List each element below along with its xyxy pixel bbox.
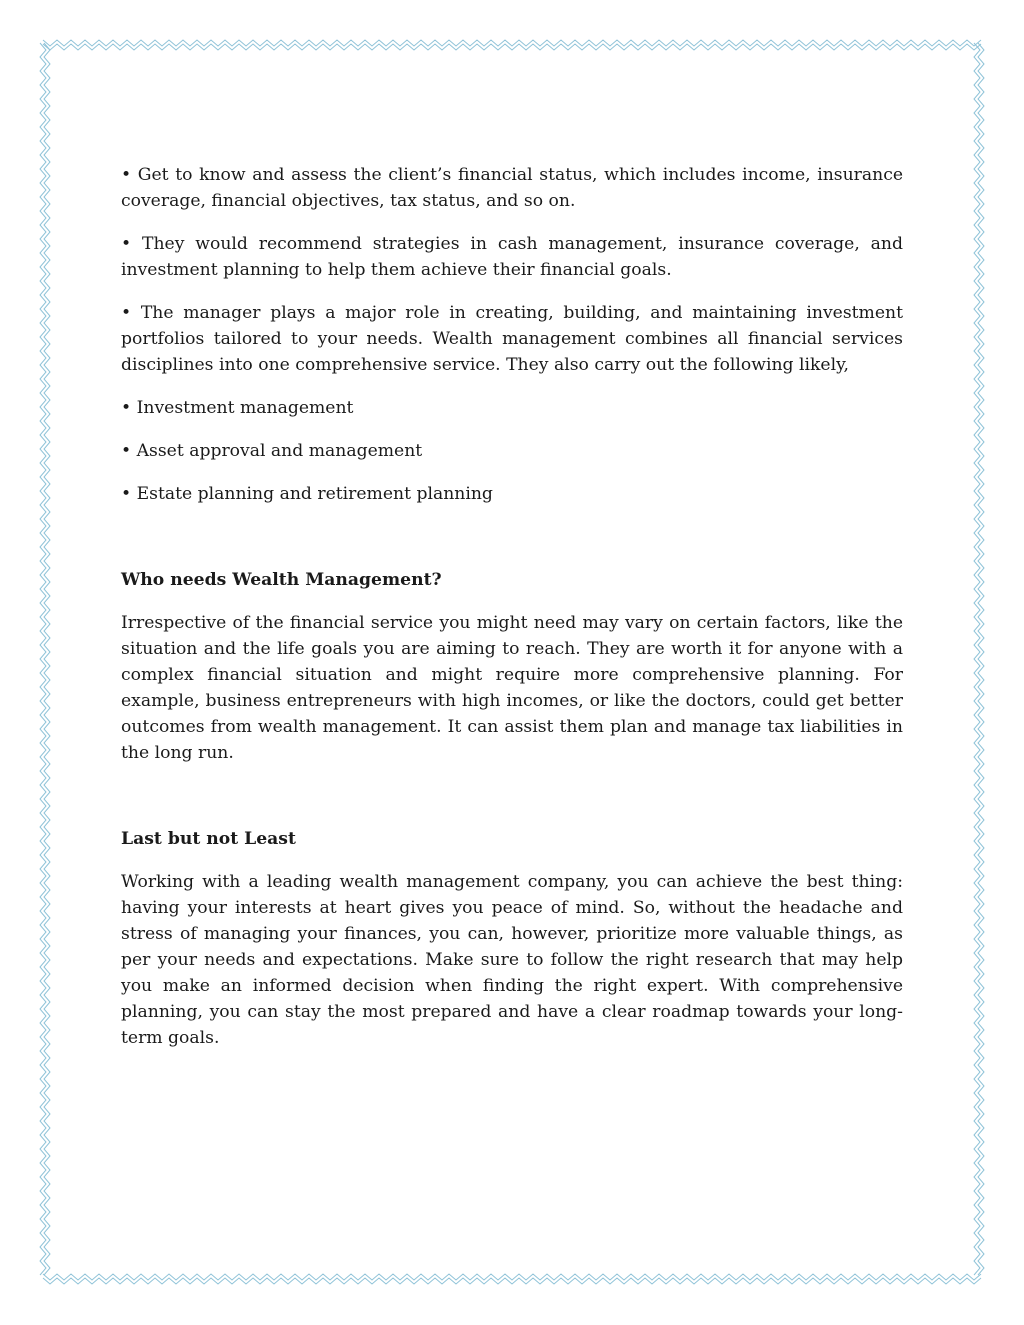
bullet-asset-approval: • Asset approval and management — [121, 441, 423, 461]
border-top-inner — [43, 44, 981, 50]
border-bottom — [43, 1278, 981, 1284]
border-right-inner — [974, 43, 980, 1275]
bullet-recommend-strategies: • They would recommend strategies in cash management, insurance coverage, and investment planning to help them achieve their financial goals. — [121, 234, 903, 280]
paragraph-last-but-not-least: Working with a leading wealth management company, you can achieve the best thing: having your interests at heart gives you peace of mind. So, without the headache and stress of managing your finances, you can, however, prioritize more valuable things, as per your needs and expectations. Make sure to follow the right research that may help you make an informed decision when finding the right expert. With comprehensive planning, you can stay the most prepared and have a clear roadmap towards your long-term goals. — [121, 872, 903, 1048]
border-left-inner — [44, 43, 50, 1275]
document-body — [121, 162, 903, 1068]
bullet-estate-planning: • Estate planning and retirement planning — [121, 484, 493, 504]
section-gap — [121, 524, 903, 567]
paragraph-who-needs: Irrespective of the financial service you might need may vary on certain factors, like the situation and the life goals you are aiming to reach. They are worth it for anyone with a complex financial situation and might require more comprehensive planning. For example, business entrepreneurs with high incomes, or like the doctors, could get better outcomes from wealth management. It can assist them plan and manage tax liabilities in the long run. — [121, 613, 903, 763]
section-gap — [121, 783, 903, 826]
heading-last-but-not-least: Last but not Least — [121, 829, 296, 849]
heading-who-needs-wealth-management: Who needs Wealth Management? — [121, 570, 442, 590]
border-right — [978, 43, 984, 1275]
bullet-investment-management: • Investment management — [121, 398, 354, 418]
border-left — [40, 43, 46, 1275]
bullet-manager-role: • The manager plays a major role in creating, building, and maintaining investment portfolios tailored to your needs. Wealth management combines all financial services disciplines into one comprehensive service. They also carry out the following likely, — [121, 303, 903, 375]
bullet-assess-status: • Get to know and assess the client’s financial status, which includes income, insurance coverage, financial objectives, tax status, and so on. — [121, 165, 903, 211]
